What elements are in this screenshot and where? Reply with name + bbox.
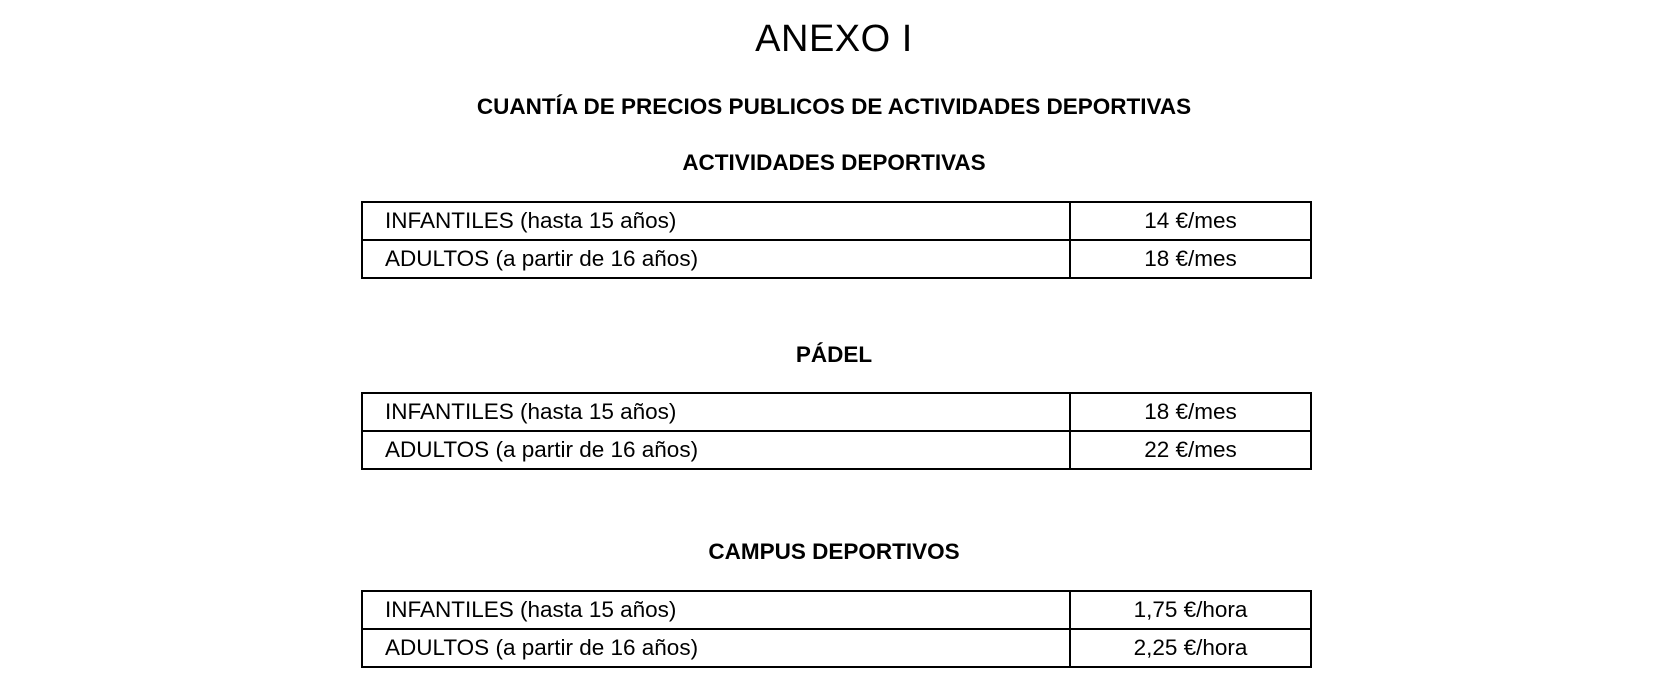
document-subtitle: CUANTÍA DE PRECIOS PUBLICOS DE ACTIVIDADES DEPORTIVAS (476, 94, 1192, 119)
row-label: ADULTOS (a partir de 16 años) (362, 240, 1070, 278)
section-title-padel: PÁDEL (795, 342, 873, 367)
price-table-padel (361, 392, 1312, 470)
document-title: ANEXO I (755, 18, 913, 60)
table-row (362, 431, 1311, 469)
price-table-campus (361, 590, 1312, 668)
row-price: 22 €/mes (1070, 431, 1311, 469)
table-row (362, 629, 1311, 667)
price-table-actividades (361, 201, 1312, 279)
row-label: INFANTILES (hasta 15 años) (362, 202, 1070, 240)
row-label: ADULTOS (a partir de 16 años) (362, 629, 1070, 667)
table-row (362, 240, 1311, 278)
row-label: INFANTILES (hasta 15 años) (362, 393, 1070, 431)
row-price: 14 €/mes (1070, 202, 1311, 240)
section-title-actividades: ACTIVIDADES DEPORTIVAS (682, 150, 986, 175)
row-label: INFANTILES (hasta 15 años) (362, 591, 1070, 629)
table-row (362, 393, 1311, 431)
row-price: 18 €/mes (1070, 240, 1311, 278)
row-price: 2,25 €/hora (1070, 629, 1311, 667)
table-row (362, 202, 1311, 240)
row-price: 1,75 €/hora (1070, 591, 1311, 629)
section-title-campus: CAMPUS DEPORTIVOS (708, 539, 960, 564)
row-label: ADULTOS (a partir de 16 años) (362, 431, 1070, 469)
table-row (362, 591, 1311, 629)
row-price: 18 €/mes (1070, 393, 1311, 431)
